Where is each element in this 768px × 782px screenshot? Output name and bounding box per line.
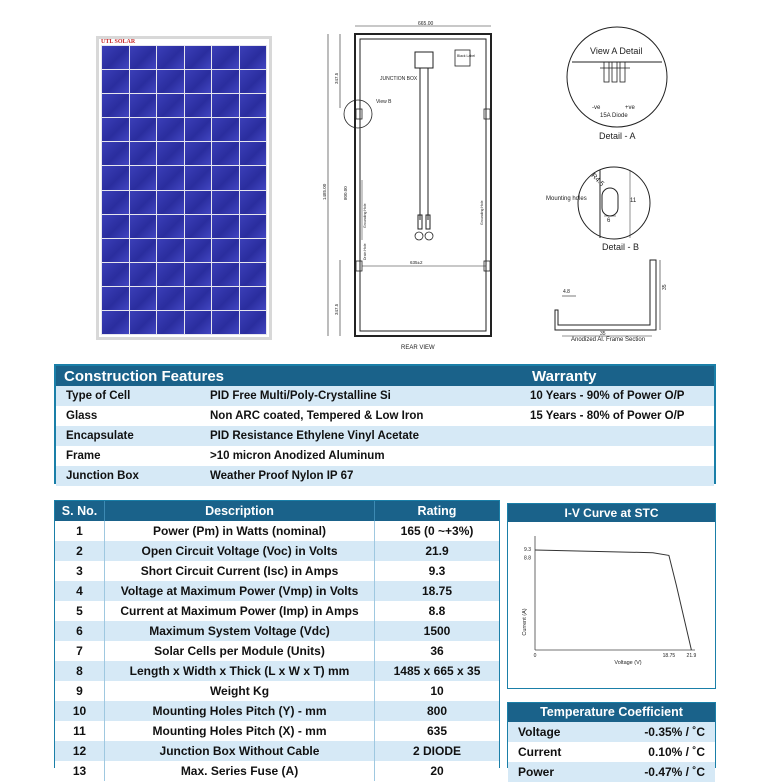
solar-cell: [240, 166, 267, 189]
dimension-35-side: 35: [662, 284, 668, 290]
feature-value: Non ARC coated, Tempered & Low Iron: [210, 410, 424, 422]
solar-cell: [157, 311, 184, 334]
solar-cell: [185, 46, 212, 69]
spec-rating: 8.8: [428, 604, 446, 618]
solar-cell: [102, 70, 129, 93]
spec-number: 8: [55, 661, 105, 681]
spec-row: [55, 541, 499, 561]
spec-row: [55, 581, 499, 601]
solar-cell: [102, 118, 129, 141]
hole-pitch-y-dimension: 800.00: [343, 186, 348, 200]
spec-number: 1: [55, 521, 105, 541]
spec-description: Solar Cells per Module (Units): [105, 641, 375, 661]
spec-rating: 1500: [423, 624, 451, 638]
construction-title: Construction Features: [64, 367, 225, 385]
spec-number: 12: [55, 741, 105, 761]
black-label-text: Black Label: [457, 54, 476, 58]
spec-number: 10: [55, 701, 105, 721]
dimension-4-8: 4.8: [563, 289, 570, 295]
solar-cell: [157, 118, 184, 141]
construction-row: [56, 406, 714, 426]
solar-cell: [185, 94, 212, 117]
spec-rating: 165 (0 ~+3%): [400, 524, 474, 538]
rear-view-drawing: [328, 26, 491, 336]
spec-number: 7: [55, 641, 105, 661]
spec-description: Current at Maximum Power (Imp) in Amps: [105, 601, 375, 621]
spec-row: [55, 741, 499, 761]
bottom-offset-dimension: 347.5: [334, 303, 339, 315]
diode-label: 15A Diode: [600, 113, 628, 119]
spec-rating: 2 DIODE: [412, 744, 461, 758]
radius-label: R4.5: [589, 172, 605, 188]
spec-rating: 18.75: [421, 584, 453, 598]
solar-cell: [185, 142, 212, 165]
solar-cell: [130, 94, 157, 117]
spec-row: [55, 761, 499, 781]
x-tick-label: 0: [533, 653, 537, 659]
solar-cell: [185, 239, 212, 262]
spec-rating: 10: [430, 684, 444, 698]
spec-row: [55, 621, 499, 641]
spec-description: Length x Width x Thick (L x W x T) mm: [105, 661, 375, 681]
grounding-hole-label-right: Grounding Hole: [480, 200, 484, 225]
spec-description: Junction Box Without Cable: [105, 741, 375, 761]
solar-cell: [240, 46, 267, 69]
solar-cell: [102, 94, 129, 117]
spec-row: [55, 641, 499, 661]
x-tick-label: 18.75: [662, 653, 676, 659]
solar-cell: [240, 70, 267, 93]
solar-panel-image: [96, 36, 272, 340]
view-b-label: View B: [376, 99, 392, 105]
solar-cell: [240, 191, 267, 214]
feature-label: Glass: [66, 410, 98, 422]
detail-a-drawing: [567, 27, 667, 127]
spec-row: [55, 601, 499, 621]
header-sno: S. No.: [55, 501, 105, 521]
solar-cell: [102, 263, 129, 286]
top-offset-dimension: 347.5: [334, 72, 339, 84]
feature-label: Frame: [66, 450, 101, 462]
minus-ve-label: -ve: [592, 105, 601, 111]
warranty-value: 15 Years - 80% of Power O/P: [530, 410, 685, 422]
solar-cell: [157, 263, 184, 286]
solar-cell: [157, 215, 184, 238]
mounting-holes-label: Mounting holes: [546, 196, 587, 202]
solar-cell: [157, 70, 184, 93]
solar-cell: [212, 94, 239, 117]
spec-rating: 20: [430, 764, 444, 778]
temperature-title: Temperature Coefficient: [508, 703, 715, 722]
feature-label: Encapsulate: [66, 430, 134, 442]
specifications-header: [55, 501, 499, 521]
solar-cell: [212, 166, 239, 189]
warranty-value: 10 Years - 90% of Power O/P: [530, 390, 685, 402]
iv-curve-panel: [507, 503, 716, 689]
panel-cell-grid: [101, 45, 267, 335]
solar-cell: [130, 166, 157, 189]
solar-cell: [130, 118, 157, 141]
solar-cell: [185, 215, 212, 238]
solar-cell: [185, 118, 212, 141]
coefficient-label: Power: [518, 765, 555, 779]
spec-rating: 635: [426, 724, 448, 738]
solar-cell: [130, 46, 157, 69]
solar-cell: [212, 191, 239, 214]
spec-number: 6: [55, 621, 105, 641]
y-axis-label: Current (A): [522, 608, 528, 636]
spec-rating: 21.9: [425, 544, 449, 558]
coefficient-value: 0.10% / ˚C: [648, 745, 705, 759]
solar-cell: [240, 94, 267, 117]
header-rating: Rating: [417, 504, 457, 518]
coefficient-value: -0.47% / ˚C: [644, 765, 705, 779]
solar-cell: [240, 287, 267, 310]
solar-cell: [157, 46, 184, 69]
dimension-35-bottom: 35: [600, 331, 606, 337]
frame-section-drawing: [555, 260, 660, 336]
plus-ve-label: +ve: [625, 105, 635, 111]
solar-cell: [212, 46, 239, 69]
solar-cell: [102, 142, 129, 165]
spec-row: [55, 721, 499, 741]
solar-cell: [185, 287, 212, 310]
solar-cell: [212, 311, 239, 334]
spec-description: Short Circuit Current (Isc) in Amps: [105, 561, 375, 581]
solar-cell: [157, 142, 184, 165]
solar-cell: [102, 287, 129, 310]
feature-label: Type of Cell: [66, 390, 131, 402]
temperature-row: [508, 742, 715, 762]
solar-cell: [102, 46, 129, 69]
solar-cell: [102, 239, 129, 262]
construction-row: [56, 446, 714, 466]
spec-description: Open Circuit Voltage (Voc) in Volts: [105, 541, 375, 561]
spec-number: 4: [55, 581, 105, 601]
height-dimension: 1485.00: [322, 183, 327, 200]
solar-cell: [130, 215, 157, 238]
solar-cell: [157, 287, 184, 310]
spec-number: 3: [55, 561, 105, 581]
detail-b-label: Detail - B: [602, 242, 640, 252]
coefficient-value: -0.35% / ˚C: [644, 725, 705, 739]
solar-cell: [240, 311, 267, 334]
solar-cell: [240, 263, 267, 286]
specifications-table: [54, 500, 500, 778]
solar-cell: [240, 142, 267, 165]
solar-cell: [185, 70, 212, 93]
spec-description: Weight Kg: [105, 681, 375, 701]
construction-features-table: [54, 364, 716, 484]
spec-row: [55, 521, 499, 541]
solar-cell: [212, 215, 239, 238]
dimension-11: 11: [630, 198, 637, 204]
solar-cell: [185, 263, 212, 286]
x-tick-label: 21.9: [686, 653, 697, 659]
rear-view-label: REAR VIEW: [401, 345, 435, 351]
solar-cell: [240, 118, 267, 141]
hole-pitch-x-dimension: 635±2: [410, 260, 423, 265]
solar-cell: [102, 191, 129, 214]
solar-cell: [185, 311, 212, 334]
spec-number: 11: [55, 721, 105, 741]
spec-description: Voltage at Maximum Power (Vmp) in Volts: [105, 581, 375, 601]
solar-cell: [130, 191, 157, 214]
spec-rating: 1485 x 665 x 35: [393, 664, 481, 678]
drain-hole-label: Drain Hole: [363, 243, 367, 260]
dimension-6: 6: [607, 218, 611, 224]
solar-cell: [212, 70, 239, 93]
spec-description: Mounting Holes Pitch (X) - mm: [105, 721, 375, 741]
spec-row: [55, 661, 499, 681]
header-description: Description: [105, 501, 375, 521]
spec-row: [55, 561, 499, 581]
spec-row: [55, 681, 499, 701]
solar-cell: [157, 191, 184, 214]
spec-rating: 36: [430, 644, 444, 658]
spec-description: Maximum System Voltage (Vdc): [105, 621, 375, 641]
feature-label: Junction Box: [66, 470, 139, 482]
x-axis-label: Voltage (V): [614, 660, 642, 666]
spec-number: 13: [55, 761, 105, 781]
detail-b-drawing: [578, 167, 650, 239]
solar-cell: [212, 118, 239, 141]
spec-description: Mounting Holes Pitch (Y) - mm: [105, 701, 375, 721]
solar-cell: [130, 70, 157, 93]
construction-row: [56, 466, 714, 486]
solar-cell: [102, 311, 129, 334]
spec-row: [55, 701, 499, 721]
temperature-row: [508, 762, 715, 782]
view-a-title: View A Detail: [590, 46, 643, 56]
grounding-hole-label: Grounding Hole: [363, 203, 367, 228]
spec-number: 5: [55, 601, 105, 621]
solar-cell: [157, 239, 184, 262]
spec-number: 2: [55, 541, 105, 561]
construction-header: [56, 366, 714, 386]
warranty-title: Warranty: [532, 367, 597, 385]
coefficient-label: Current: [518, 745, 562, 759]
solar-cell: [130, 311, 157, 334]
solar-cell: [240, 215, 267, 238]
solar-cell: [157, 94, 184, 117]
construction-row: [56, 386, 714, 406]
solar-cell: [130, 287, 157, 310]
width-dimension: 665.00: [418, 21, 434, 27]
solar-cell: [212, 142, 239, 165]
solar-cell: [185, 191, 212, 214]
iv-curve-chart: [508, 522, 715, 688]
solar-cell: [130, 142, 157, 165]
solar-cell: [185, 166, 212, 189]
temperature-row: [508, 722, 715, 742]
feature-value: PID Resistance Ethylene Vinyl Acetate: [210, 430, 420, 442]
technical-drawings: [300, 10, 700, 360]
construction-row: [56, 426, 714, 446]
solar-cell: [130, 239, 157, 262]
solar-cell: [157, 166, 184, 189]
solar-cell: [102, 166, 129, 189]
spec-rating: 800: [426, 704, 448, 718]
solar-cell: [102, 215, 129, 238]
temperature-coefficient-table: [507, 702, 716, 779]
solar-cell: [130, 263, 157, 286]
junction-box-label: JUNCTION BOX: [380, 76, 418, 82]
feature-value: >10 micron Anodized Aluminum: [210, 450, 385, 462]
detail-a-label: Detail - A: [599, 131, 636, 141]
spec-description: Max. Series Fuse (A): [105, 761, 375, 781]
iv-curve-title: I-V Curve at STC: [508, 504, 715, 522]
solar-cell: [212, 239, 239, 262]
feature-value: PID Free Multi/Poly-Crystalline Si: [210, 390, 391, 402]
solar-cell: [212, 263, 239, 286]
spec-rating: 9.3: [428, 564, 446, 578]
solar-cell: [212, 287, 239, 310]
frame-section-label: Anodized Al. Frame Section: [571, 337, 646, 343]
brand-logo: UTL SOLAR: [101, 39, 136, 45]
feature-value: Weather Proof Nylon IP 67: [210, 470, 354, 482]
spec-number: 9: [55, 681, 105, 701]
y-tick-label: 9.3: [524, 546, 531, 553]
y-tick-label: 8.8: [524, 555, 531, 562]
iv-curve-line: [535, 550, 691, 650]
solar-cell: [240, 239, 267, 262]
spec-description: Power (Pm) in Watts (nominal): [105, 521, 375, 541]
coefficient-label: Voltage: [518, 725, 561, 739]
